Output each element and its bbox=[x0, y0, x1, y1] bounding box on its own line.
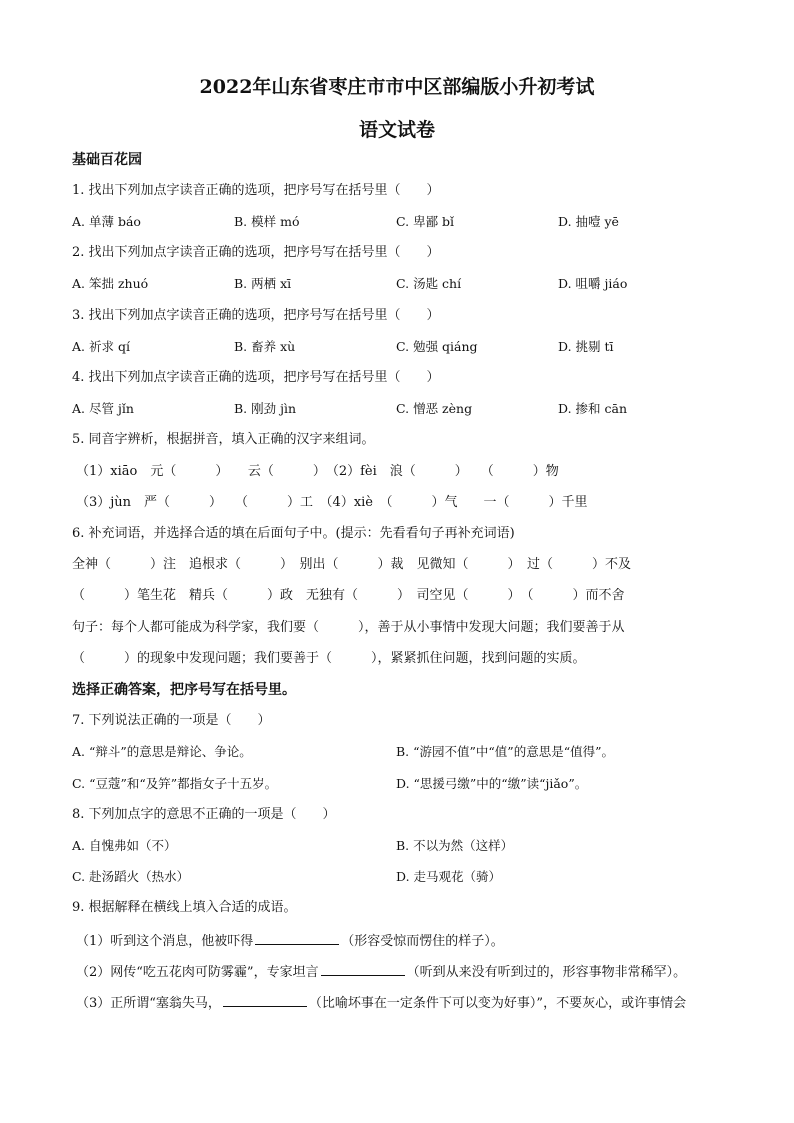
question-4-stem: 4. 找出下列加点字读音正确的选项，把序号写在括号里（ ） bbox=[72, 370, 440, 385]
question-6-line-1: 全神（ ）注 追根求（ ） 别出（ ）裁 见微知（ ） 过（ ）不及 bbox=[72, 557, 632, 572]
question-9-line-3-after: （比喻坏事在一定条件下可以变为好事）”，不要灰心，或许事情会 bbox=[308, 996, 687, 1011]
page-title: 2022年山东省枣庄市市中区部编版小升初考试 bbox=[199, 76, 595, 98]
question-7-option-d: D. “思援弓缴”中的“缴”读“jiǎo”。 bbox=[396, 776, 588, 791]
answer-blank-1[interactable] bbox=[255, 930, 339, 945]
page-subtitle: 语文试卷 bbox=[358, 119, 435, 141]
question-7-option-a: A. “辩斗”的意思是辩论、争论。 bbox=[72, 744, 252, 759]
question-7-stem: 7. 下列说法正确的一项是（ ） bbox=[72, 713, 271, 728]
question-3-option-a: A. 祈求 qí bbox=[72, 339, 130, 354]
question-7-option-b: B. “游园不值”中“值”的意思是“值得”。 bbox=[396, 744, 614, 759]
question-9-line-2-before: （2）网传“吃五花肉可防雾霾”，专家坦言 bbox=[76, 965, 319, 980]
question-3-option-c: C. 勉强 qiáng bbox=[396, 339, 478, 354]
question-2-option-c: C. 汤匙 chí bbox=[396, 276, 462, 291]
question-9-line-3 bbox=[76, 992, 784, 1014]
question-8-stem: 8. 下列加点字的意思不正确的一项是（ ） bbox=[72, 807, 336, 822]
answer-blank-3[interactable] bbox=[223, 992, 307, 1007]
question-2-option-a: A. 笨拙 zhuó bbox=[72, 276, 149, 291]
question-9-line-1-after: （形容受惊而愣住的样子）。 bbox=[341, 934, 504, 949]
question-8-option-d: D. 走马观花（骑） bbox=[396, 869, 502, 884]
question-4-option-c: C. 憎恶 zèng bbox=[396, 401, 473, 416]
question-6-stem: 6. 补充词语，并选择合适的填在后面句子中。(提示：先看看句子再补充词语) bbox=[72, 526, 515, 541]
question-4-option-b: B. 刚劲 jìn bbox=[234, 401, 297, 416]
question-5-line-2: （3）jùn 严（ ） （ ）工 （4）xiè （ ）气 一（ ）千里 bbox=[76, 495, 588, 510]
question-9-line-2 bbox=[76, 961, 784, 983]
question-8-option-c: C. 赴汤蹈火（热水） bbox=[72, 869, 190, 884]
question-6-line-2: （ ）笔生花 精兵（ ）政 无独有（ ） 司空见（ ） （ ）而不舍 bbox=[72, 588, 625, 603]
question-2-option-b: B. 两栖 xī bbox=[234, 276, 292, 291]
question-5-line-1: （1）xiāo 元（ ） 云（ ） （2）fèi 浪（ ） （ ）物 bbox=[76, 464, 559, 479]
question-9-line-1 bbox=[76, 930, 754, 952]
question-1-option-c: C. 卑鄙 bǐ bbox=[396, 214, 455, 229]
answer-blank-2[interactable] bbox=[321, 961, 405, 976]
question-2-stem: 2. 找出下列加点字读音正确的选项，把序号写在括号里（ ） bbox=[72, 245, 440, 260]
question-9-line-2-after: （听到从来没有听到过的，形容事物非常稀罕）。 bbox=[406, 965, 687, 980]
question-7-option-c: C. “豆蔻”和“及笄”都指女子十五岁。 bbox=[72, 776, 278, 791]
question-4-option-d: D. 掺和 cān bbox=[558, 401, 628, 416]
question-3-option-b: B. 畜养 xù bbox=[234, 339, 296, 354]
section-heading-basics: 基础百花园 bbox=[72, 152, 142, 168]
question-6-line-4: （ ）的现象中发现问题；我们要善于（ ），紧紧抓住问题，找到问题的实质。 bbox=[72, 651, 586, 666]
question-1-option-d: D. 抽噎 yē bbox=[558, 214, 619, 229]
question-4-option-a: A. 尽管 jǐn bbox=[72, 401, 134, 416]
question-1-stem: 1. 找出下列加点字读音正确的选项，把序号写在括号里（ ） bbox=[72, 183, 440, 198]
question-9-stem: 9. 根据解释在横线上填入合适的成语。 bbox=[72, 900, 297, 915]
question-6-line-3: 句子：每个人都可能成为科学家，我们要（ ），善于从小事情中发现大问题；我们要善于从 bbox=[72, 620, 625, 635]
question-9-line-1-before: （1）听到这个消息，他被吓得 bbox=[76, 934, 254, 949]
question-2-option-d: D. 咀嚼 jiáo bbox=[558, 276, 628, 291]
question-5-stem: 5. 同音字辨析，根据拼音，填入正确的汉字来组词。 bbox=[72, 432, 375, 447]
section-heading-choice: 选择正确答案，把序号写在括号里。 bbox=[72, 682, 296, 698]
question-3-option-d: D. 挑剔 tī bbox=[558, 339, 614, 354]
question-3-stem: 3. 找出下列加点字读音正确的选项，把序号写在括号里（ ） bbox=[72, 308, 440, 323]
question-9-line-3-before: （3）正所谓“塞翁失马， bbox=[76, 996, 221, 1011]
question-8-option-b: B. 不以为然（这样） bbox=[396, 838, 514, 853]
question-1-option-b: B. 模样 mó bbox=[234, 214, 300, 229]
question-8-option-a: A. 自愧弗如（不） bbox=[72, 838, 177, 853]
question-1-option-a: A. 单薄 báo bbox=[72, 214, 141, 229]
